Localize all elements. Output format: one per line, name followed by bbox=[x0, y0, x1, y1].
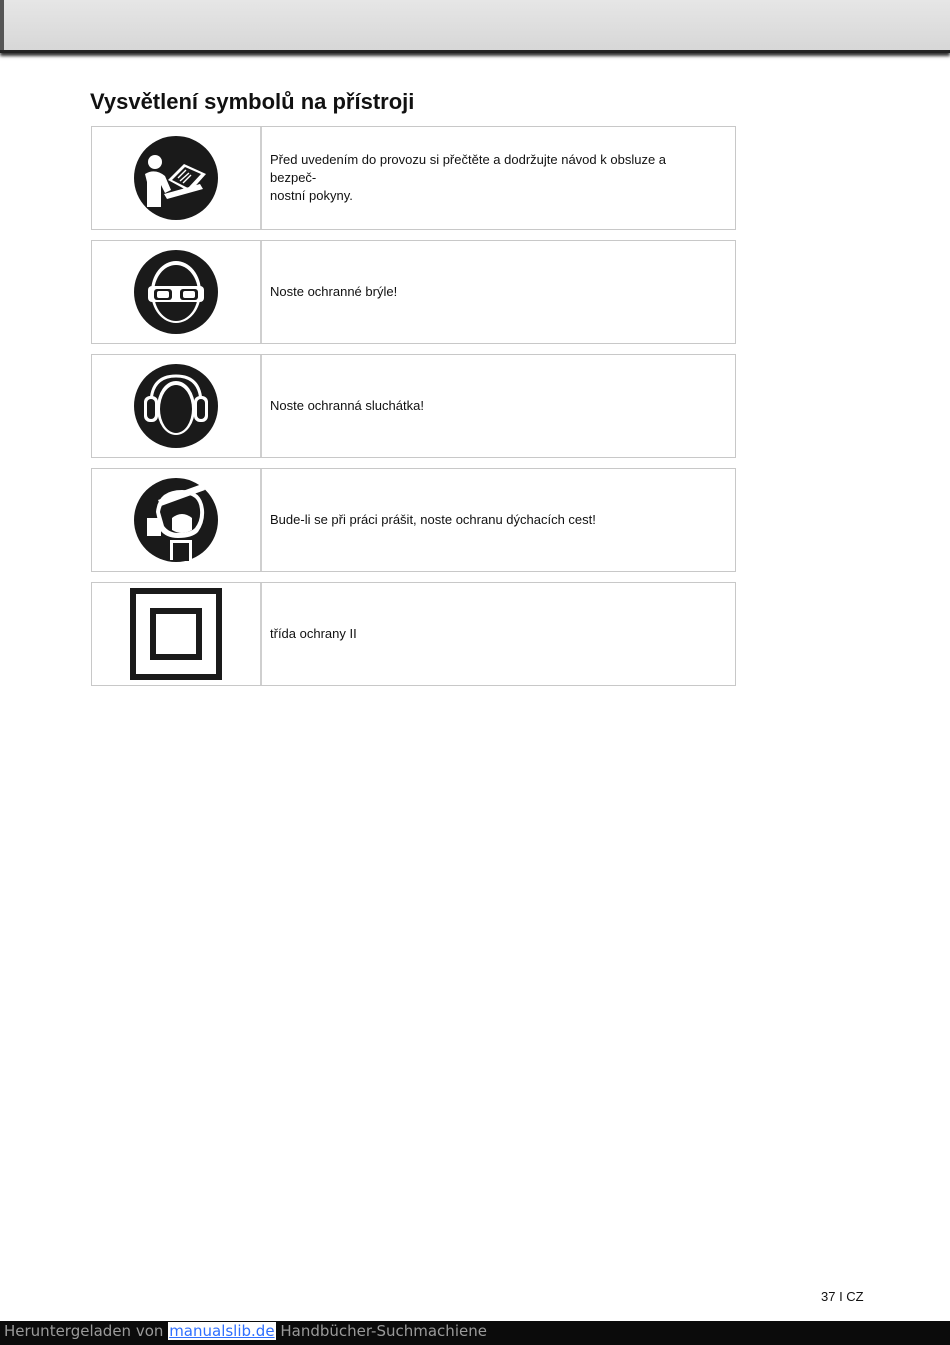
page-number: 37 I CZ bbox=[821, 1289, 864, 1304]
dust-mask-icon bbox=[134, 478, 218, 562]
symbol-row bbox=[91, 582, 736, 686]
header-band bbox=[0, 0, 950, 53]
page-title: Vysvětlení symbolů na přístroji bbox=[90, 89, 415, 114]
symbol-description: Noste ochranná sluchátka! bbox=[270, 398, 424, 413]
ear-protection-icon bbox=[134, 364, 218, 448]
download-footer bbox=[0, 1321, 950, 1345]
safety-goggles-icon bbox=[134, 250, 218, 334]
symbol-description: Noste ochranné brýle! bbox=[270, 284, 398, 299]
read-manual-icon bbox=[134, 136, 218, 220]
footer-suffix: Handbücher-Suchmachiene bbox=[280, 1322, 487, 1340]
manualslib-link[interactable]: manualslib.de bbox=[169, 1322, 275, 1340]
footer-prefix: Heruntergeladen von bbox=[4, 1322, 164, 1340]
symbol-row bbox=[91, 126, 736, 230]
symbol-row bbox=[91, 354, 736, 458]
symbol-description: Před uvedením do provozu si přečtěte a dodržujte návod k obsluze a bezpeč- nostní pokyny. bbox=[270, 152, 667, 203]
symbol-row bbox=[91, 240, 736, 344]
protection-class-ii-icon bbox=[130, 588, 222, 680]
symbol-row bbox=[91, 468, 736, 572]
symbol-description: třída ochrany II bbox=[270, 626, 357, 641]
symbol-description: Bude-li se při práci prášit, noste ochranu dýchacích cest! bbox=[270, 512, 596, 527]
